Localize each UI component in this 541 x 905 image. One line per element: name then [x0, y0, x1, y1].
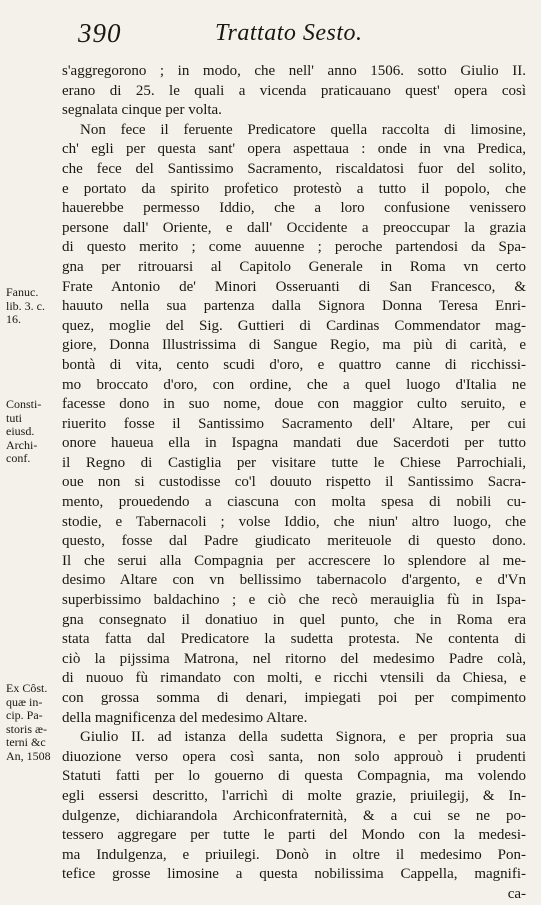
margin-note-line: An, 1508	[6, 748, 51, 763]
margin-note-constitutions	[6, 398, 62, 466]
text-line: hauerebbe permesso Iddio, che a loro confusione venissero	[62, 200, 526, 217]
margin-note-line: 16.	[6, 312, 21, 327]
text-line: quez, moglie del Sig. Guttieri di Cardinas Commendator mag-	[62, 317, 526, 334]
text-line: superbissimo baldachino ; e ciò che recò merauiglia fù in Ispa-	[62, 592, 526, 609]
margin-note-line: lib. 3. c.	[6, 298, 45, 313]
margin-note-line: Fanuc.	[6, 285, 39, 299]
text-line: Non fece il feruente Predicatore quella raccolta di limosine,	[80, 121, 526, 138]
text-line: Statuti fatti per lo gouerno di questa Compagnia, ma volendo	[62, 768, 526, 785]
text-line: gna consegnato il donatiuo in quel punto, che in Roma era	[62, 611, 526, 628]
text-line: ciò la pijssima Matrona, nel ritorno del medesimo Padre colà,	[62, 650, 526, 667]
text-line: che fece del Santissimo Sacramento, riscaldatosi fuor del solito,	[62, 160, 526, 177]
text-line: Il che serui alla Compagnia per accrescere lo splendore al me-	[62, 552, 526, 569]
text-line: bontà di vita, cento scudi d'oro, e quattro canne di ricchissi-	[62, 356, 526, 373]
margin-note-line: conf.	[6, 451, 31, 466]
text-line: di nuouo fù rimandato con molti, e ricchi vtensili da Chiesa, e	[62, 670, 526, 687]
text-line: gna per ritrouarsi al Capitolo Generale in Roma vn certo	[62, 258, 526, 275]
margin-note-line: terni &c	[6, 735, 46, 750]
text-line: oue non si custodisse co'l douuto rispetto il Santissimo Sacra-	[62, 474, 526, 491]
text-line: mento, prouedendo a ciascuna con molta spesa di nobili cu-	[62, 494, 526, 511]
text-line: con grossa somma di denari, impiegati poi per compimento	[62, 690, 526, 706]
margin-note-line: quæ in-	[6, 694, 43, 709]
text-line: tessero aggregare per tutte le parti del Mondo con la medesi-	[62, 827, 526, 844]
text-line: riuerito fosse il Santissimo Sacramento dell' Altare, per cui	[62, 415, 526, 432]
text-line: desimo Altare con vn bellissimo tabernacolo d'argento, e d'Vn	[62, 572, 526, 589]
margin-note-line: cip. Pa-	[6, 708, 43, 723]
text-line: hauuto nella sua partenza dalla Signora Donna Teresa Enri-	[62, 298, 526, 315]
text-line: giore, Donna Illustrissima di Sangue Regio, ma più di carità, e	[62, 337, 526, 354]
text-line: erano di 25. le quali a vicenda praticauano quest' opera così	[62, 82, 526, 99]
margin-note-line: Consti-	[6, 397, 42, 411]
margin-note-line: eiusd.	[6, 424, 35, 439]
text-line: s'aggregorono ; in modo, che nell' anno 1506. sotto Giulio II.	[62, 63, 526, 79]
text-line: Giulio II. ad istanza della sudetta Signora, e per propria sua	[80, 729, 526, 746]
text-line: di questo merito ; come auuenne ; peroche partendosi da Spa-	[62, 239, 526, 256]
text-line: il Regno di Castiglia per visitare tutte le Chiese Parrochiali,	[62, 454, 526, 471]
text-line: ch' egli per questa sant' opera aspettaua : onde in vna Predica,	[62, 141, 526, 158]
text-line: dulgenze, dichiarandola Archiconfraternità, & a cui se ne po-	[62, 807, 526, 824]
margin-note-line: Archi-	[6, 437, 38, 452]
margin-note-line: tuti	[6, 410, 23, 425]
text-line: e portato da spirito profetico protestò a tutto il popolo, che	[62, 180, 526, 197]
text-line: mo broccato d'oro, con ordine, che a quel luogo d'Italia ne	[62, 376, 526, 393]
text-line: persone dall' Oriente, e dall' Occidente a preoccupar la grazia	[62, 219, 526, 236]
text-line: egli essersi descritto, l'arrichì di molte grazie, priuilegij, & In-	[62, 787, 526, 804]
text-line: Frate Antonio de' Minori Osseruanti di San Francesco, &	[62, 278, 526, 295]
text-line: stodie, e Tabernacoli ; volse Iddio, che niun' altro luogo, che	[62, 513, 526, 530]
margin-note-fanucci	[6, 286, 62, 327]
page-number: 390	[78, 18, 122, 48]
text-line: tefice grosse limosine a questa nobilissima Cappella, magnifi-	[62, 866, 526, 883]
margin-note-line: Ex Côst.	[6, 681, 48, 695]
text-line: ma Indulgenza, e priuilegi. Donò in oltre il medesimo Pon-	[62, 846, 526, 863]
text-line: questo, fosse dal Padre giudicato meriteuole di questo dono.	[62, 533, 526, 550]
margin-note-line: storis æ-	[6, 721, 48, 736]
text-line: segnalata cinque per volta.	[62, 102, 222, 119]
page-header	[78, 18, 518, 54]
running-title: Trattato Sesto.	[215, 20, 363, 46]
text-line: della magnificenza del medesimo Altare.	[62, 709, 308, 726]
text-line: stata fatta dal Predicatore la sudetta protesta. Ne contenta di	[62, 631, 526, 648]
text-line: onore haueua ella in Ispagna mandati due Sacerdoti per tutto	[62, 435, 526, 452]
text-line: diuozione verso opera così santa, non solo approuò i prudenti	[62, 748, 526, 765]
text-line: facesse dono in suo nome, doue con maggior culto seruito, e	[62, 396, 526, 413]
margin-note-ex-constitutione	[6, 682, 62, 764]
main-text	[62, 62, 526, 905]
catchword: ca-	[507, 885, 526, 902]
